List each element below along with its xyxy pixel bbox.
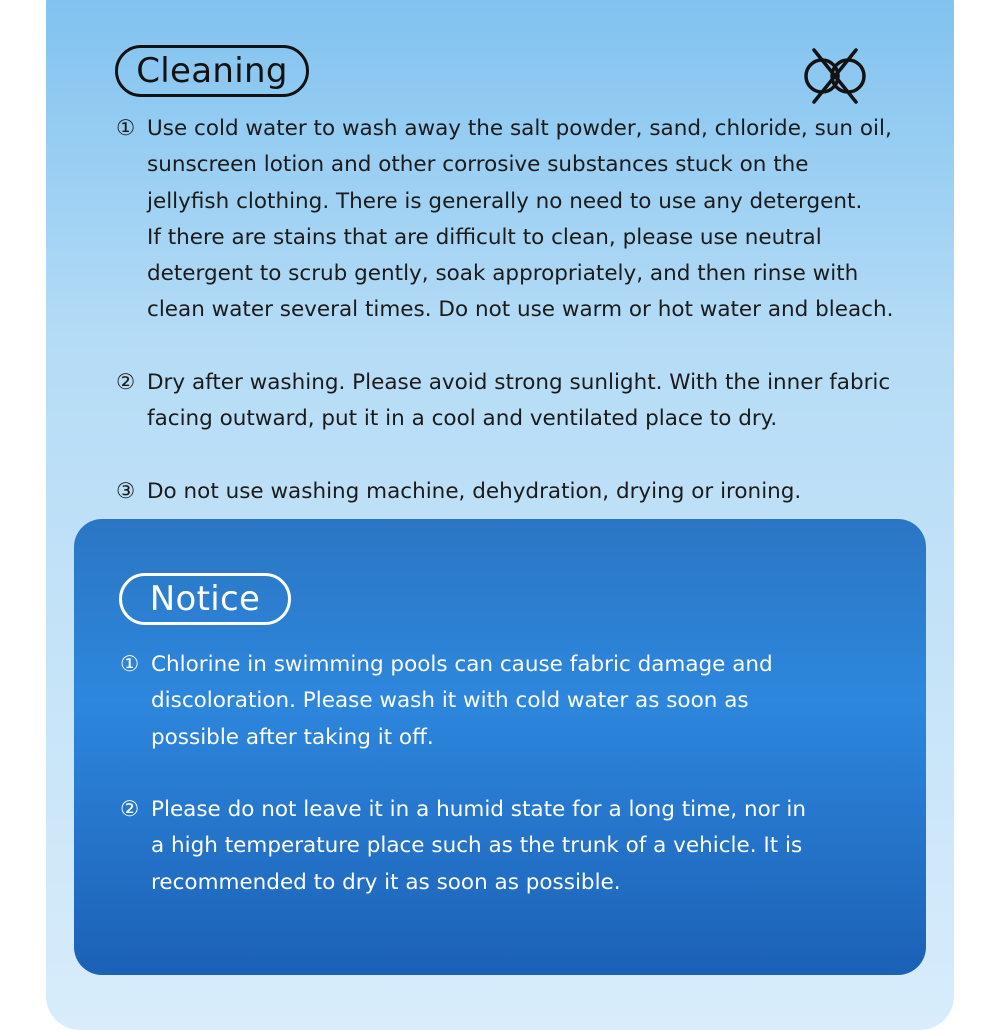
item-text: Please do not leave it in a humid state for a long time, nor in a high temperature place such as the trunk of a vehicle. It is recommended to dry it as soon as possible. <box>151 797 807 895</box>
no-dry-clean-icon <box>797 44 873 104</box>
cleaning-item-3 <box>116 474 801 510</box>
item-text: Chlorine in swimming pools can cause fabric damage and discoloration. Please wash it with cold water as soon as possible after taking it off. <box>151 652 773 750</box>
notice-item-2 <box>120 792 806 901</box>
cleaning-title: Cleaning <box>115 45 309 97</box>
notice-title: Notice <box>119 573 291 625</box>
item-number: ③ <box>116 479 136 504</box>
item-number: ① <box>120 652 140 677</box>
notice-item-1 <box>120 647 773 756</box>
item-number: ① <box>116 116 136 141</box>
cleaning-item-1 <box>116 111 893 329</box>
item-text: Do not use washing machine, dehydration, drying or ironing. <box>147 479 802 504</box>
item-number: ② <box>116 370 136 395</box>
item-text: Dry after washing. Please avoid strong sunlight. With the inner fabric facing outward, put it in a cool and ventilated place to dry. <box>147 370 891 432</box>
item-number: ② <box>120 797 140 822</box>
cleaning-item-2 <box>116 365 890 438</box>
item-text: Use cold water to wash away the salt powder, sand, chloride, sun oil, sunscreen lotion and other corrosive substances stuck on the jellyfish clothing. There is generally no need to use any detergent. If there are stains that are difficult to clean, please use neutral detergent to scrub gently, soak appropriately, and then rinse with clean water several times. Do not use warm or hot water and bleach. <box>147 116 894 323</box>
